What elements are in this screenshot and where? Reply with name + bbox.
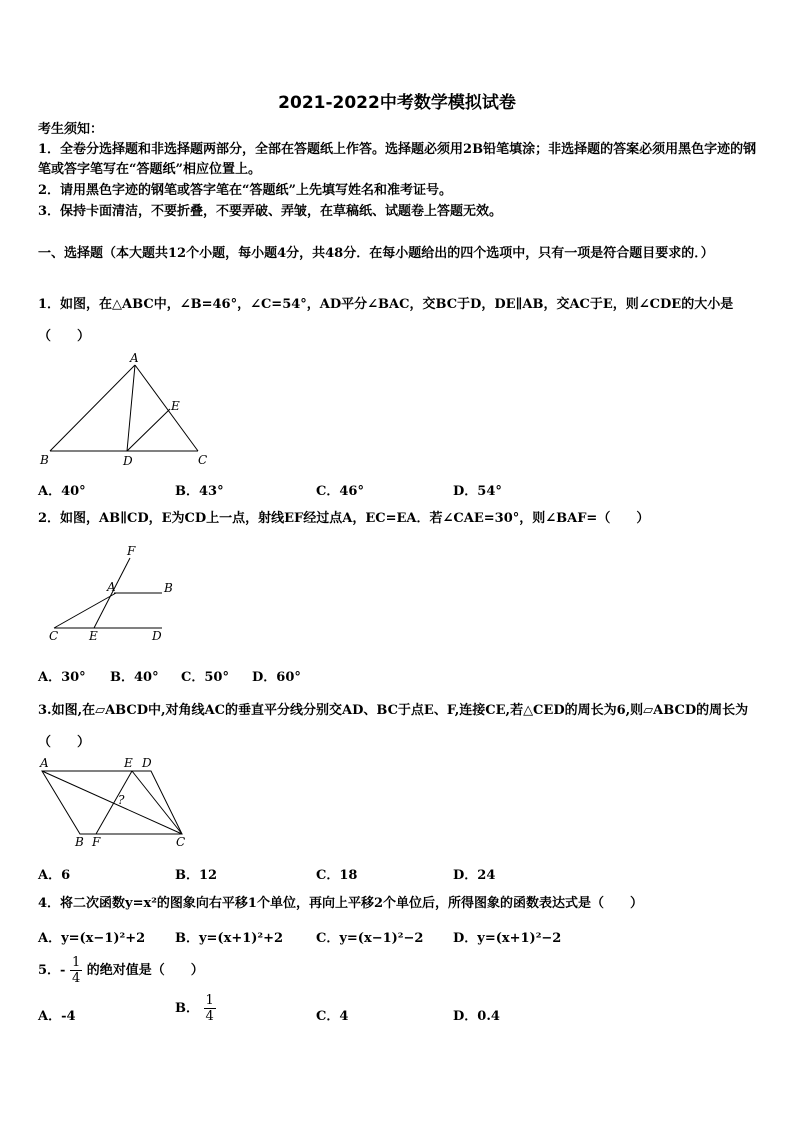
bisector-ef [96,771,132,834]
notice-heading: 考生须知： [38,122,104,137]
q4-option-b[interactable]: B．y=(x+1)²+2 [175,931,284,946]
segment-ce [132,771,182,834]
notice-item-2: 2．请用黑色字迹的钢笔或答字笔在“答题纸”上先填写姓名和准考证号。 [38,183,453,198]
q5-stem-suffix: 的绝对值是（ ） [86,963,204,978]
q5-option-b[interactable] [175,993,216,1024]
q4-option-a[interactable]: A．y=(x−1)²+2 [38,931,146,946]
label-e: E [89,629,98,643]
label-b: B [75,835,84,849]
q5-option-b-denominator: 4 [205,1009,214,1024]
page-title: 2021-2022中考数学模拟试卷 [278,93,516,113]
q2-option-b[interactable]: B．40° [110,670,159,685]
label-a: A [107,580,116,594]
label-c: C [49,629,59,643]
q5-fraction-denominator: 4 [71,971,81,986]
question-2-stem: 2．如图，AB∥CD，E为CD上一点，射线EF经过点A，EC=EA．若∠CAE=30°，则∠BAF=（ ） [38,511,650,526]
diagonal-ac [42,771,182,834]
q5-fraction-numerator: 1 [71,955,81,970]
section-heading: 一、选择题（本大题共12个小题，每小题4分，共48分．在每小题给出的四个选项中，只有一项是符合题目要求的．） [38,246,714,261]
label-d: D [123,454,133,468]
q2-option-a[interactable]: A．30° [38,670,86,685]
q5-option-c[interactable]: C．4 [316,1009,349,1024]
q4-option-c[interactable]: C．y=(x−1)²−2 [316,931,424,946]
question-5-stem [38,955,760,986]
q1-option-d[interactable]: D．54° [453,484,502,499]
label-e: E [124,756,133,770]
q2-option-c[interactable]: C．50° [181,670,229,685]
label-b: B [164,581,173,595]
segment-ca [54,593,116,628]
label-a: A [40,756,49,770]
question-2-figure [42,542,182,647]
label-a: A [130,351,139,365]
label-f: F [92,835,101,849]
label-d: D [152,629,162,643]
q1-option-b[interactable]: B．43° [175,484,224,499]
q2-option-d[interactable]: D．60° [252,670,301,685]
segment-de [127,409,170,451]
q1-option-c[interactable]: C．46° [316,484,364,499]
notice-item-1: 1．全卷分选择题和非选择题两部分，全部在答题纸上作答。选择题必须用2B铅笔填涂；非选择题的答案必须用黑色字迹的钢笔或答字笔写在“答题纸”相应位置上。 [38,142,757,177]
q3-option-c[interactable]: C．18 [316,868,358,883]
question-1-figure [36,348,216,468]
q5-option-b-numerator: 1 [205,993,214,1008]
q1-option-a[interactable]: A．40° [38,484,86,499]
question-3-figure [36,754,196,852]
q5-option-b-label: B． [175,1001,199,1016]
q5-option-a[interactable]: A．-4 [38,1009,76,1024]
q4-option-d[interactable]: D．y=(x+1)²−2 [453,931,562,946]
q5-stem-prefix: 5．- [38,963,66,978]
label-b: B [40,453,49,467]
triangle-side-ab [50,365,135,451]
label-e: E [171,399,180,413]
q3-option-b[interactable]: B．12 [175,868,218,883]
question-1-stem: 1．如图，在△ABC中，∠B=46°，∠C=54°，AD平分∠BAC，交BC于D，DE∥AB，交AC于E，则∠CDE的大小是（ ） [38,297,734,344]
label-f: F [127,544,136,558]
q5-option-b-fraction [204,993,216,1024]
question-3-stem: 3.如图,在▱ABCD中,对角线AC的垂直平分线分别交AD、BC于点E、F,连接CE,若△CED的周长为6,则▱ABCD的周长为（ ） [38,703,749,750]
right-angle-mark: ? [118,793,125,807]
q5-option-d[interactable]: D．0.4 [453,1009,500,1024]
label-d: D [142,756,152,770]
label-c: C [198,453,208,467]
notice-item-3: 3．保持卡面清洁，不要折叠，不要弄破、弄皱，在草稿纸、试题卷上答题无效。 [38,204,503,219]
question-4-stem: 4．将二次函数y=x²的图象向右平移1个单位，再向上平移2个单位后，所得图象的函数表达式是（ ） [38,896,644,911]
label-c: C [176,835,186,849]
triangle-side-ac [135,365,198,451]
q3-option-a[interactable]: A．6 [38,868,71,883]
q5-fraction [70,955,82,986]
bisector-ad [127,365,135,451]
q3-option-d[interactable]: D．24 [453,868,496,883]
